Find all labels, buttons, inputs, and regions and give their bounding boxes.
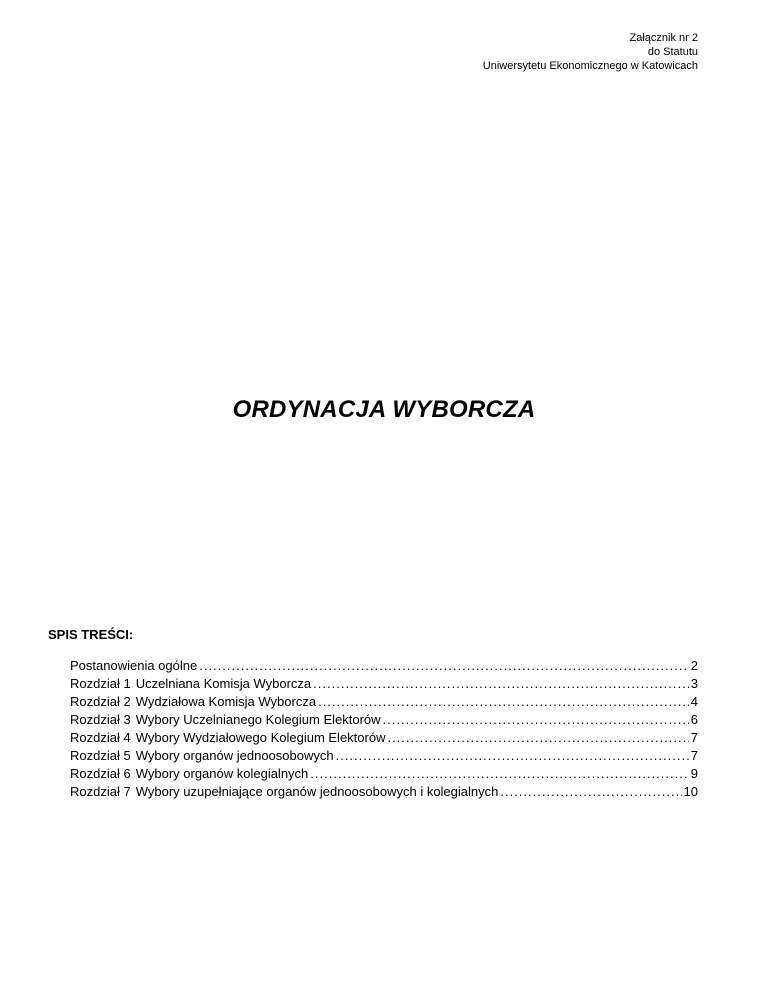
toc-entry-number: Rozdział 6 bbox=[70, 766, 131, 781]
toc-entry-label: Wydziałowa Komisja Wyborcza bbox=[135, 694, 317, 709]
toc-entry-page: 6 bbox=[690, 712, 698, 727]
toc-entry[interactable] bbox=[70, 747, 698, 765]
toc-dot-leader bbox=[387, 729, 688, 747]
toc-dot-leader bbox=[318, 693, 689, 711]
toc-entry-label: Postanowienia ogólne bbox=[70, 658, 198, 673]
toc-dot-leader bbox=[313, 675, 689, 693]
toc-dot-leader bbox=[310, 765, 688, 783]
toc-entry-label: Uczelniana Komisja Wyborcza bbox=[135, 676, 312, 691]
toc-entry[interactable] bbox=[70, 675, 698, 693]
toc-entry-number: Rozdział 7 bbox=[70, 784, 131, 799]
toc-heading: SPIS TREŚCI: bbox=[48, 627, 134, 642]
annex-note-line: Załącznik nr 2 bbox=[629, 32, 698, 44]
toc-dot-leader bbox=[336, 747, 689, 765]
toc-entry[interactable] bbox=[70, 711, 698, 729]
toc-dot-leader bbox=[383, 711, 689, 729]
toc-entry-number: Rozdział 1 bbox=[70, 676, 131, 691]
toc-entry-number: Rozdział 3 bbox=[70, 712, 131, 727]
toc-entry-page: 10 bbox=[683, 784, 698, 799]
toc-entry-label: Wybory organów kolegialnych bbox=[135, 766, 309, 781]
document-title: ORDYNACJA WYBORCZA bbox=[232, 396, 536, 423]
toc-entry[interactable] bbox=[70, 765, 698, 783]
toc-entry-label: Wybory uzupełniające organów jednoosobowych i kolegialnych bbox=[135, 784, 499, 799]
toc-entry-number: Rozdział 4 bbox=[70, 730, 131, 745]
toc-entry-page: 7 bbox=[690, 748, 698, 763]
toc-entry-label: Wybory organów jednoosobowych bbox=[135, 748, 334, 763]
toc-entry[interactable] bbox=[70, 783, 698, 801]
toc-entry-number: Rozdział 2 bbox=[70, 694, 131, 709]
table-of-contents bbox=[70, 657, 698, 801]
toc-entry[interactable] bbox=[70, 729, 698, 747]
toc-entry[interactable] bbox=[70, 657, 698, 675]
toc-dot-leader bbox=[500, 783, 681, 801]
toc-entry-page: 2 bbox=[690, 658, 698, 673]
annex-note-line: do Statutu bbox=[647, 46, 698, 58]
toc-entry-page: 3 bbox=[690, 676, 698, 691]
annex-note bbox=[483, 31, 698, 73]
toc-dot-leader bbox=[199, 657, 689, 675]
toc-entry-number: Rozdział 5 bbox=[70, 748, 131, 763]
toc-entry-page: 7 bbox=[690, 730, 698, 745]
annex-note-line: Uniwersytetu Ekonomicznego w Katowicach bbox=[482, 60, 698, 72]
toc-entry-page: 9 bbox=[690, 766, 698, 781]
toc-entry[interactable] bbox=[70, 693, 698, 711]
toc-entry-page: 4 bbox=[690, 694, 698, 709]
toc-entry-label: Wybory Wydziałowego Kolegium Elektorów bbox=[135, 730, 386, 745]
toc-entry-label: Wybory Uczelnianego Kolegium Elektorów bbox=[135, 712, 381, 727]
